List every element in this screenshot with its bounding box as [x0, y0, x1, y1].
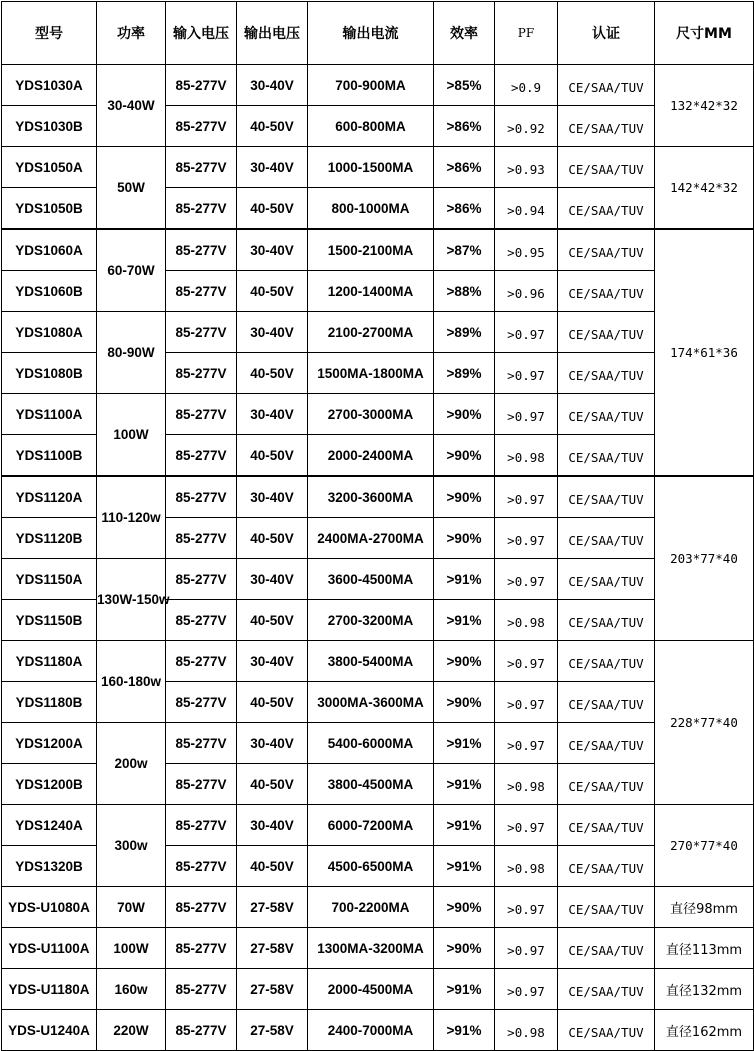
header-output-voltage: 输出电压	[237, 2, 308, 65]
output-voltage-cell: 30-40V	[237, 723, 308, 764]
output-voltage-cell: 30-40V	[237, 559, 308, 600]
pf-cell: >0.9	[495, 65, 558, 106]
size-cell: 直径162mm	[655, 1010, 754, 1051]
pf-cell: >0.95	[495, 229, 558, 271]
power-cell: 130W-150w	[97, 559, 166, 641]
pf-cell: >0.97	[495, 476, 558, 518]
output-current-cell: 1300MA-3200MA	[308, 928, 434, 969]
output-voltage-cell: 27-58V	[237, 1010, 308, 1051]
input-voltage-cell: 85-277V	[166, 846, 237, 887]
model-cell: YDS1150B	[2, 600, 97, 641]
header-row	[2, 2, 754, 65]
input-voltage-cell: 85-277V	[166, 641, 237, 682]
output-voltage-cell: 40-50V	[237, 682, 308, 723]
size-cell: 直径132mm	[655, 969, 754, 1010]
power-cell: 200w	[97, 723, 166, 805]
input-voltage-cell: 85-277V	[166, 723, 237, 764]
efficiency-cell: >85%	[434, 65, 495, 106]
certification-cell: CE/SAA/TUV	[558, 106, 655, 147]
certification-cell: CE/SAA/TUV	[558, 928, 655, 969]
model-cell: YDS1050A	[2, 147, 97, 188]
efficiency-cell: >90%	[434, 887, 495, 928]
output-current-cell: 3600-4500MA	[308, 559, 434, 600]
output-voltage-cell: 30-40V	[237, 394, 308, 435]
certification-cell: CE/SAA/TUV	[558, 641, 655, 682]
certification-cell: CE/SAA/TUV	[558, 1010, 655, 1051]
efficiency-cell: >89%	[434, 312, 495, 353]
certification-cell: CE/SAA/TUV	[558, 846, 655, 887]
table-row	[2, 969, 754, 1010]
size-cell: 174*61*36	[655, 229, 754, 476]
pf-cell: >0.97	[495, 394, 558, 435]
output-voltage-cell: 30-40V	[237, 641, 308, 682]
model-cell: YDS1180B	[2, 682, 97, 723]
table-row	[2, 805, 754, 846]
input-voltage-cell: 85-277V	[166, 476, 237, 518]
table-row	[2, 229, 754, 271]
input-voltage-cell: 85-277V	[166, 805, 237, 846]
pf-cell: >0.92	[495, 106, 558, 147]
certification-cell: CE/SAA/TUV	[558, 559, 655, 600]
certification-cell: CE/SAA/TUV	[558, 600, 655, 641]
efficiency-cell: >90%	[434, 394, 495, 435]
output-voltage-cell: 30-40V	[237, 312, 308, 353]
power-cell: 100W	[97, 394, 166, 477]
output-current-cell: 4500-6500MA	[308, 846, 434, 887]
size-cell: 142*42*32	[655, 147, 754, 230]
table-row	[2, 394, 754, 435]
power-cell: 300w	[97, 805, 166, 887]
efficiency-cell: >86%	[434, 147, 495, 188]
table-row	[2, 559, 754, 600]
certification-cell: CE/SAA/TUV	[558, 682, 655, 723]
certification-cell: CE/SAA/TUV	[558, 887, 655, 928]
certification-cell: CE/SAA/TUV	[558, 65, 655, 106]
model-cell: YDS-U1240A	[2, 1010, 97, 1051]
pf-cell: >0.98	[495, 764, 558, 805]
output-voltage-cell: 40-50V	[237, 188, 308, 230]
input-voltage-cell: 85-277V	[166, 435, 237, 477]
certification-cell: CE/SAA/TUV	[558, 147, 655, 188]
model-cell: YDS1080B	[2, 353, 97, 394]
power-cell: 70W	[97, 887, 166, 928]
output-current-cell: 1000-1500MA	[308, 147, 434, 188]
output-current-cell: 2700-3000MA	[308, 394, 434, 435]
table-row	[2, 476, 754, 518]
input-voltage-cell: 85-277V	[166, 887, 237, 928]
output-current-cell: 1500-2100MA	[308, 229, 434, 271]
output-current-cell: 3800-5400MA	[308, 641, 434, 682]
table-row	[2, 928, 754, 969]
output-current-cell: 1500MA-1800MA	[308, 353, 434, 394]
input-voltage-cell: 85-277V	[166, 312, 237, 353]
power-cell: 60-70W	[97, 229, 166, 312]
input-voltage-cell: 85-277V	[166, 394, 237, 435]
pf-cell: >0.96	[495, 271, 558, 312]
model-cell: YDS-U1180A	[2, 969, 97, 1010]
input-voltage-cell: 85-277V	[166, 928, 237, 969]
efficiency-cell: >91%	[434, 559, 495, 600]
output-voltage-cell: 40-50V	[237, 353, 308, 394]
table-row	[2, 723, 754, 764]
power-cell: 160w	[97, 969, 166, 1010]
pf-cell: >0.97	[495, 312, 558, 353]
model-cell: YDS1030A	[2, 65, 97, 106]
certification-cell: CE/SAA/TUV	[558, 312, 655, 353]
size-cell: 直径98mm	[655, 887, 754, 928]
efficiency-cell: >90%	[434, 928, 495, 969]
table-row	[2, 1010, 754, 1051]
model-cell: YDS1150A	[2, 559, 97, 600]
model-cell: YDS1100B	[2, 435, 97, 477]
power-cell: 160-180w	[97, 641, 166, 723]
model-cell: YDS1120A	[2, 476, 97, 518]
model-cell: YDS1060A	[2, 229, 97, 271]
output-current-cell: 6000-7200MA	[308, 805, 434, 846]
model-cell: YDS1100A	[2, 394, 97, 435]
output-voltage-cell: 40-50V	[237, 600, 308, 641]
output-voltage-cell: 30-40V	[237, 65, 308, 106]
model-cell: YDS-U1100A	[2, 928, 97, 969]
output-current-cell: 5400-6000MA	[308, 723, 434, 764]
output-voltage-cell: 27-58V	[237, 887, 308, 928]
output-voltage-cell: 30-40V	[237, 147, 308, 188]
power-cell: 80-90W	[97, 312, 166, 394]
output-voltage-cell: 40-50V	[237, 106, 308, 147]
output-voltage-cell: 40-50V	[237, 846, 308, 887]
output-current-cell: 700-900MA	[308, 65, 434, 106]
header-power: 功率	[97, 2, 166, 65]
size-cell: 270*77*40	[655, 805, 754, 887]
input-voltage-cell: 85-277V	[166, 764, 237, 805]
model-cell: YDS1120B	[2, 518, 97, 559]
header-model: 型号	[2, 2, 97, 65]
pf-cell: >0.97	[495, 559, 558, 600]
certification-cell: CE/SAA/TUV	[558, 435, 655, 477]
table-row	[2, 312, 754, 353]
header-input-voltage: 输入电压	[166, 2, 237, 65]
certification-cell: CE/SAA/TUV	[558, 271, 655, 312]
input-voltage-cell: 85-277V	[166, 600, 237, 641]
pf-cell: >0.97	[495, 928, 558, 969]
power-cell: 100W	[97, 928, 166, 969]
efficiency-cell: >87%	[434, 229, 495, 271]
output-voltage-cell: 40-50V	[237, 518, 308, 559]
table-row	[2, 641, 754, 682]
efficiency-cell: >91%	[434, 969, 495, 1010]
output-voltage-cell: 27-58V	[237, 928, 308, 969]
output-voltage-cell: 27-58V	[237, 969, 308, 1010]
pf-cell: >0.97	[495, 682, 558, 723]
input-voltage-cell: 85-277V	[166, 188, 237, 230]
output-current-cell: 2700-3200MA	[308, 600, 434, 641]
certification-cell: CE/SAA/TUV	[558, 188, 655, 230]
size-cell: 132*42*32	[655, 65, 754, 147]
pf-cell: >0.98	[495, 1010, 558, 1051]
output-current-cell: 1200-1400MA	[308, 271, 434, 312]
certification-cell: CE/SAA/TUV	[558, 969, 655, 1010]
certification-cell: CE/SAA/TUV	[558, 723, 655, 764]
efficiency-cell: >90%	[434, 641, 495, 682]
efficiency-cell: >91%	[434, 723, 495, 764]
input-voltage-cell: 85-277V	[166, 353, 237, 394]
efficiency-cell: >90%	[434, 476, 495, 518]
output-current-cell: 2400-7000MA	[308, 1010, 434, 1051]
output-current-cell: 2400MA-2700MA	[308, 518, 434, 559]
input-voltage-cell: 85-277V	[166, 559, 237, 600]
model-cell: YDS1080A	[2, 312, 97, 353]
efficiency-cell: >91%	[434, 600, 495, 641]
efficiency-cell: >91%	[434, 764, 495, 805]
pf-cell: >0.98	[495, 846, 558, 887]
efficiency-cell: >89%	[434, 353, 495, 394]
model-cell: YDS1200A	[2, 723, 97, 764]
output-current-cell: 2000-4500MA	[308, 969, 434, 1010]
output-voltage-cell: 40-50V	[237, 271, 308, 312]
table-row	[2, 147, 754, 188]
header-output-current: 输出电流	[308, 2, 434, 65]
product-spec-table	[1, 1, 754, 1051]
pf-cell: >0.94	[495, 188, 558, 230]
output-current-cell: 700-2200MA	[308, 887, 434, 928]
pf-cell: >0.97	[495, 723, 558, 764]
certification-cell: CE/SAA/TUV	[558, 229, 655, 271]
power-cell: 110-120w	[97, 476, 166, 559]
pf-cell: >0.97	[495, 518, 558, 559]
efficiency-cell: >91%	[434, 805, 495, 846]
input-voltage-cell: 85-277V	[166, 65, 237, 106]
output-voltage-cell: 30-40V	[237, 805, 308, 846]
input-voltage-cell: 85-277V	[166, 518, 237, 559]
input-voltage-cell: 85-277V	[166, 1010, 237, 1051]
size-cell: 203*77*40	[655, 476, 754, 641]
header-size: 尺寸MM	[655, 2, 754, 65]
efficiency-cell: >90%	[434, 518, 495, 559]
certification-cell: CE/SAA/TUV	[558, 394, 655, 435]
power-cell: 30-40W	[97, 65, 166, 147]
output-voltage-cell: 40-50V	[237, 435, 308, 477]
pf-cell: >0.98	[495, 435, 558, 477]
output-current-cell: 600-800MA	[308, 106, 434, 147]
pf-cell: >0.93	[495, 147, 558, 188]
output-voltage-cell: 30-40V	[237, 476, 308, 518]
pf-cell: >0.97	[495, 969, 558, 1010]
output-current-cell: 3200-3600MA	[308, 476, 434, 518]
input-voltage-cell: 85-277V	[166, 271, 237, 312]
output-current-cell: 2000-2400MA	[308, 435, 434, 477]
power-cell: 220W	[97, 1010, 166, 1051]
model-cell: YDS1200B	[2, 764, 97, 805]
efficiency-cell: >90%	[434, 682, 495, 723]
pf-cell: >0.97	[495, 641, 558, 682]
efficiency-cell: >91%	[434, 846, 495, 887]
pf-cell: >0.97	[495, 805, 558, 846]
model-cell: YDS1030B	[2, 106, 97, 147]
input-voltage-cell: 85-277V	[166, 147, 237, 188]
output-current-cell: 800-1000MA	[308, 188, 434, 230]
model-cell: YDS-U1080A	[2, 887, 97, 928]
model-cell: YDS1060B	[2, 271, 97, 312]
output-voltage-cell: 30-40V	[237, 229, 308, 271]
efficiency-cell: >88%	[434, 271, 495, 312]
model-cell: YDS1050B	[2, 188, 97, 230]
certification-cell: CE/SAA/TUV	[558, 805, 655, 846]
efficiency-cell: >86%	[434, 188, 495, 230]
pf-cell: >0.97	[495, 353, 558, 394]
output-voltage-cell: 40-50V	[237, 764, 308, 805]
power-cell: 50W	[97, 147, 166, 230]
efficiency-cell: >90%	[434, 435, 495, 477]
size-cell: 直径113mm	[655, 928, 754, 969]
header-certification: 认证	[558, 2, 655, 65]
efficiency-cell: >91%	[434, 1010, 495, 1051]
output-current-cell: 3000MA-3600MA	[308, 682, 434, 723]
size-cell: 228*77*40	[655, 641, 754, 805]
input-voltage-cell: 85-277V	[166, 969, 237, 1010]
input-voltage-cell: 85-277V	[166, 106, 237, 147]
table-row	[2, 887, 754, 928]
model-cell: YDS1320B	[2, 846, 97, 887]
efficiency-cell: >86%	[434, 106, 495, 147]
pf-cell: >0.97	[495, 887, 558, 928]
certification-cell: CE/SAA/TUV	[558, 353, 655, 394]
certification-cell: CE/SAA/TUV	[558, 476, 655, 518]
input-voltage-cell: 85-277V	[166, 682, 237, 723]
output-current-cell: 2100-2700MA	[308, 312, 434, 353]
input-voltage-cell: 85-277V	[166, 229, 237, 271]
model-cell: YDS1180A	[2, 641, 97, 682]
certification-cell: CE/SAA/TUV	[558, 518, 655, 559]
pf-cell: >0.98	[495, 600, 558, 641]
certification-cell: CE/SAA/TUV	[558, 764, 655, 805]
header-pf: PF	[495, 2, 558, 65]
model-cell: YDS1240A	[2, 805, 97, 846]
output-current-cell: 3800-4500MA	[308, 764, 434, 805]
header-efficiency: 效率	[434, 2, 495, 65]
table-row	[2, 65, 754, 106]
